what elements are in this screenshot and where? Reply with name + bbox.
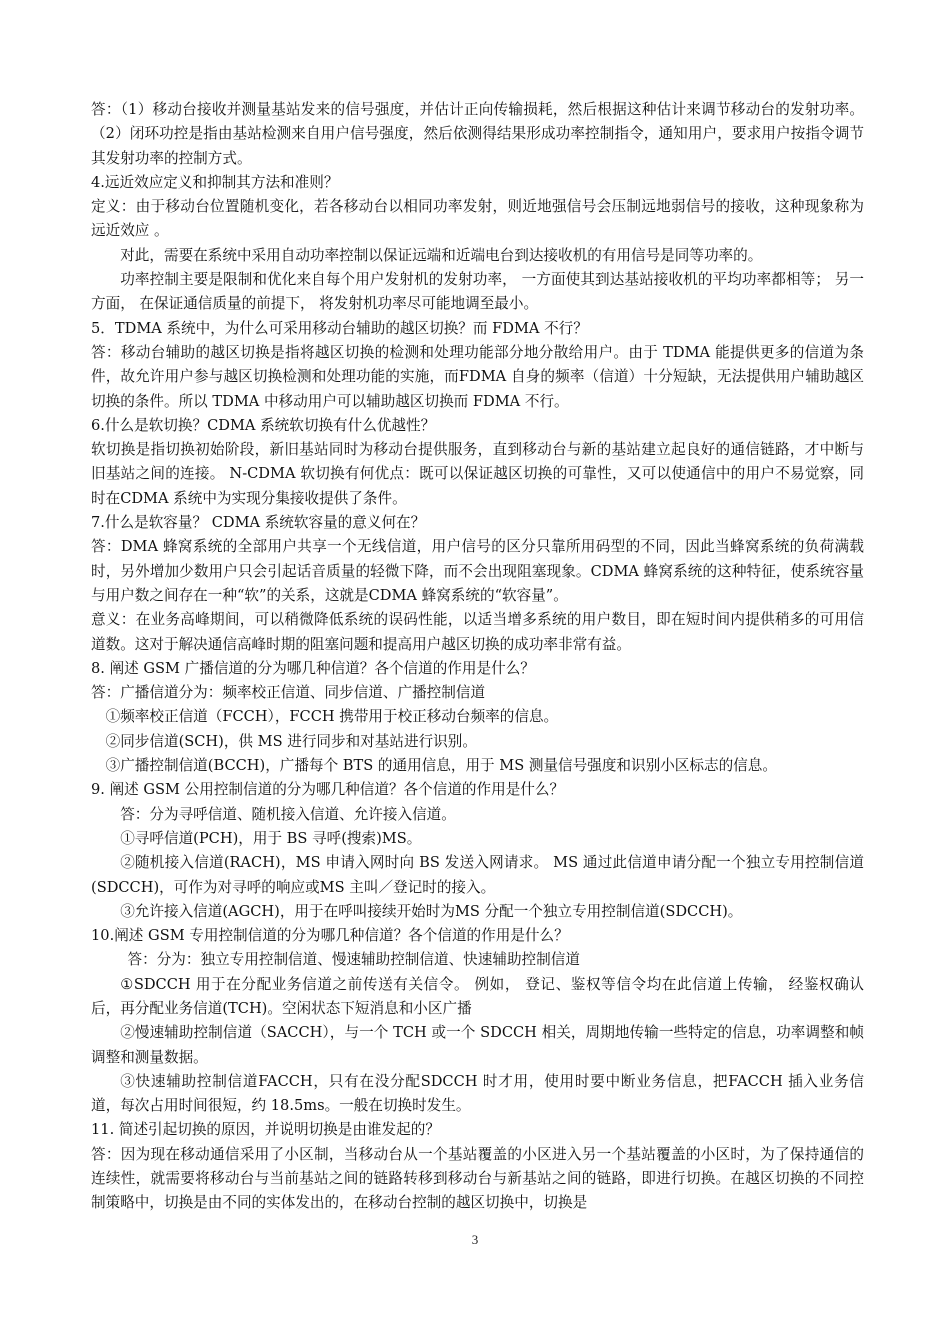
paragraph: 答：DMA 蜂窝系统的全部用户共享一个无线信道，用户信号的区分只靠所用码型的不同，因此当蜂窝系统的负荷满载时，另外增加少数用户只会引起话音质量的轻微下降，而不会出现阻塞现象。CDMA 蜂窝系统的这种特征，使系统容量与用户数之间存在一种“软”的关系，这就是CDMA 蜂窝系统的“软容量”。: [91, 538, 864, 604]
paragraph: 软切换是指切换初始阶段，新旧基站同时为移动台提供服务，直到移动台与新的基站建立起良好的通信链路，才中断与旧基站之间的连接。 N-CDMA 软切换有何优点：既可以保证越区切换的可靠性，又可以使通信中的用户不易觉察，同时在CDMA 系统中为实现分集接收提供了条件。: [91, 441, 864, 507]
page-number: 3: [471, 1232, 479, 1247]
list-item: ②随机接入信道(RACH)，MS 申请入网时向 BS 发送入网请求。 MS 通过此信道申请分配一个独立专用控制信道(SDCCH)，可作为对寻呼的响应或MS 主叫／登记时的接入。: [91, 854, 864, 896]
paragraph: 功率控制主要是限制和优化来自每个用户发射机的发射功率， 一方面使其到达基站接收机的平均功率都相等； 另一方面， 在保证通信质量的前提下， 将发射机功率尽可能地调至最小。: [91, 271, 864, 313]
question-heading: 10.阐述 GSM 专用控制信道的分为哪几种信道？各个信道的作用是什么？: [91, 927, 569, 945]
list-item: ②同步信道(SCH)，供 MS 进行同步和对基站进行识别。: [105, 732, 477, 750]
paragraph: 答：因为现在移动通信采用了小区制，当移动台从一个基站覆盖的小区进入另一个基站覆盖的小区时，为了保持通信的连续性，就需要将移动台与当前基站之间的链路转移到移动台与新基站之间的链路，即进行切换。在越区切换的不同控制策略中，切换是由不同的实体发出的，在移动台控制的越区切换中，切换是: [91, 1145, 864, 1212]
list-item: ③允许接入信道(AGCH)，用于在呼叫接续开始时为MS 分配一个独立专用控制信道(SDCCH)。: [120, 902, 743, 920]
paragraph: 答：移动台辅助的越区切换是指将越区切换的检测和处理功能部分地分散给用户。由于 TDMA 能提供更多的信道为条件，故允许用户参与越区切换检测和处理功能的实施，而FDMA 自身的频率（信道）十分短缺，无法提供用户辅助越区切换的条件。所以 TDMA 中移动用户可以辅助越区切换而 FDMA 不行。: [91, 343, 864, 410]
list-item: ①SDCCH 用于在分配业务信道之前传送有关信令。 例如， 登记、鉴权等信令均在此信道上传输， 经鉴权确认后，再分配业务信道(TCH)。空闲状态下短消息和小区广播: [91, 975, 864, 1017]
list-item: ①寻呼信道(PCH)，用于 BS 寻呼(搜索)MS。: [120, 829, 422, 847]
question-heading: 5．TDMA 系统中，为什么可采用移动台辅助的越区切换？而 FDMA 不行？: [91, 319, 588, 337]
question-heading: 7.什么是软容量？ CDMA 系统软容量的意义何在？: [91, 514, 426, 532]
question-heading: 9. 阐述 GSM 公用控制信道的分为哪几种信道？各个信道的作用是什么？: [91, 781, 565, 799]
paragraph: 对此，需要在系统中采用自动功率控制以保证远端和近端电台到达接收机的有用信号是同等功率的。: [120, 246, 763, 264]
question-heading: 8. 阐述 GSM 广播信道的分为哪几种信道？各个信道的作用是什么？: [91, 659, 535, 677]
paragraph: 答：分为：独立专用控制信道、慢速辅助控制信道、快速辅助控制信道: [127, 951, 580, 969]
document-body: [91, 98, 864, 1216]
list-item: ③广播控制信道(BCCH)，广播每个 BTS 的通用信息，用于 MS 测量信号强度和识别小区标志的信息。: [105, 757, 777, 775]
list-item: ③快速辅助控制信道FACCH，只有在没分配SDCCH 时才用，使用时要中断业务信息，把FACCH 插入业务信道，每次占用时间很短，约 18.5ms。一般在切换时发生。: [91, 1072, 864, 1115]
paragraph: 答：广播信道分为：频率校正信道、同步信道、广播控制信道: [91, 684, 486, 702]
question-heading: 6.什么是软切换？CDMA 系统软切换有什么优越性？: [91, 416, 436, 434]
list-item: ①频率校正信道（FCCH），FCCH 携带用于校正移动台频率的信息。: [105, 708, 559, 726]
question-heading: 4.远近效应定义和抑制其方法和准则？: [91, 173, 339, 191]
paragraph: 答：（1）移动台接收并测量基站发来的信号强度，并估计正向传输损耗，然后根据这种估计来调节移动台的发射功率。（2）闭环功控是指由基站检测来自用户信号强度，然后依测得结果形成功率控制指令，通知用户，要求用户按指令调节其发射功率的控制方式。: [91, 101, 864, 167]
paragraph: 定义：由于移动台位置随机变化，若各移动台以相同功率发射，则近地强信号会压制远地弱信号的接收，这种现象称为远近效应 。: [91, 198, 864, 240]
paragraph: 答：分为寻呼信道、随机接入信道、允许接入信道。: [120, 805, 456, 823]
question-heading: 11. 简述引起切换的原因，并说明切换是由谁发起的？: [91, 1121, 440, 1139]
paragraph: 意义：在业务高峰期间，可以稍微降低系统的误码性能，以适当增多系统的用户数目，即在短时间内提供稍多的可用信道数。这对于解决通信高峰时期的阻塞问题和提高用户越区切换的成功率非常有益。: [91, 611, 864, 653]
list-item: ②慢速辅助控制信道（SACCH），与一个 TCH 或一个 SDCCH 相关，周期地传输一些特定的信息，功率调整和帧调整和测量数据。: [91, 1024, 864, 1066]
